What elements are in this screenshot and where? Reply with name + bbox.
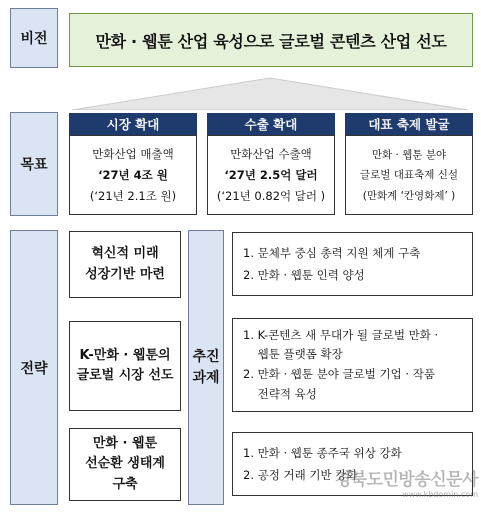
goal-body-market: [69, 135, 197, 215]
strategy-box-global: [69, 321, 181, 411]
strategy-box-ecosystem: [69, 428, 181, 501]
task-global-line-4: 전략적 육성: [243, 386, 317, 401]
task-box-global: [232, 318, 473, 412]
upward-arrow-shape: [72, 78, 468, 110]
task-ecosystem-line-2: 2. 공정 거래 기반 강화: [243, 468, 358, 482]
goal-body-export: [207, 135, 335, 215]
goal-export-line-1: 만화산업 수출액: [230, 147, 312, 162]
goal-festival-line-2: 글로벌 대표축제 신설: [360, 169, 458, 182]
goal-market-line-1: 만화산업 매출액: [92, 147, 174, 162]
strategy-global-line-2: 글로벌 시장 선도: [76, 368, 174, 383]
strategy-ecosystem-line-3: 구축: [112, 476, 138, 492]
strategy-ecosystem-line-2: 선순환 생태계: [85, 456, 165, 472]
vision-row-label: 비전: [10, 8, 58, 68]
upward-arrow: [60, 74, 481, 110]
goal-header-festival: 대표 축제 발굴: [345, 113, 473, 135]
goal-festival-line-3: (만화계 ‘칸영화제’ ): [362, 190, 456, 203]
strategy-foundation-line-1: 혁신적 미래: [91, 246, 159, 262]
goal-market-line-3: (‘21년 2.1조 원): [89, 188, 177, 203]
strategy-box-foundation: [69, 231, 181, 298]
goal-row-label: 목표: [10, 112, 58, 216]
strategy-foundation-line-2: 성장기반 마련: [85, 266, 165, 282]
goal-header-export: 수출 확대: [207, 113, 335, 135]
task-global-line-3: 2. 만화 · 웹툰 분야 글로벌 기업 · 작품: [243, 367, 435, 381]
task-column-label-line-2: 과제: [192, 369, 220, 386]
strategy-row-label: 전략: [10, 230, 58, 505]
watermark: [278, 465, 478, 507]
strategy-global-line-1: K-만화 · 웹툰의: [79, 347, 171, 363]
task-column-label-line-1: 추진: [192, 348, 220, 365]
vision-box: [69, 13, 473, 67]
task-box-foundation: [232, 232, 473, 296]
task-global-line-2: 웹툰 플랫폼 확장: [243, 347, 343, 362]
goal-header-market: 시장 확대: [69, 113, 197, 135]
goal-festival-line-1: 만화 · 웹툰 분야: [371, 148, 447, 161]
task-ecosystem-line-1: 1. 만화 · 웹툰 종주국 위상 강화: [243, 445, 402, 460]
task-foundation-line-1: 1. 문체부 중심 총력 지원 체계 구축: [243, 245, 421, 260]
goal-export-line-3: (‘21년 0.82억 달러 ): [216, 188, 326, 203]
vision-text: 만화 · 웹툰 산업 육성으로 글로벌 콘텐츠 산업 선도: [95, 31, 447, 51]
watermark-name: 경북도민방송신문사: [334, 470, 478, 490]
watermark-url: www.kbdomin.com: [402, 490, 478, 499]
task-column-label: [188, 230, 224, 505]
goal-export-line-2: ‘27년 2.5억 달러: [224, 167, 318, 182]
task-foundation-line-2: 2. 만화 · 웹툰 인력 양성: [243, 268, 365, 282]
task-global-line-1: 1. K-콘텐츠 새 무대가 될 글로벌 만화 ·: [243, 327, 439, 342]
goal-market-line-2: ‘27년 4조 원: [98, 167, 168, 182]
strategy-ecosystem-line-1: 만화 · 웹툰: [92, 436, 158, 452]
goal-body-festival: [345, 135, 473, 215]
